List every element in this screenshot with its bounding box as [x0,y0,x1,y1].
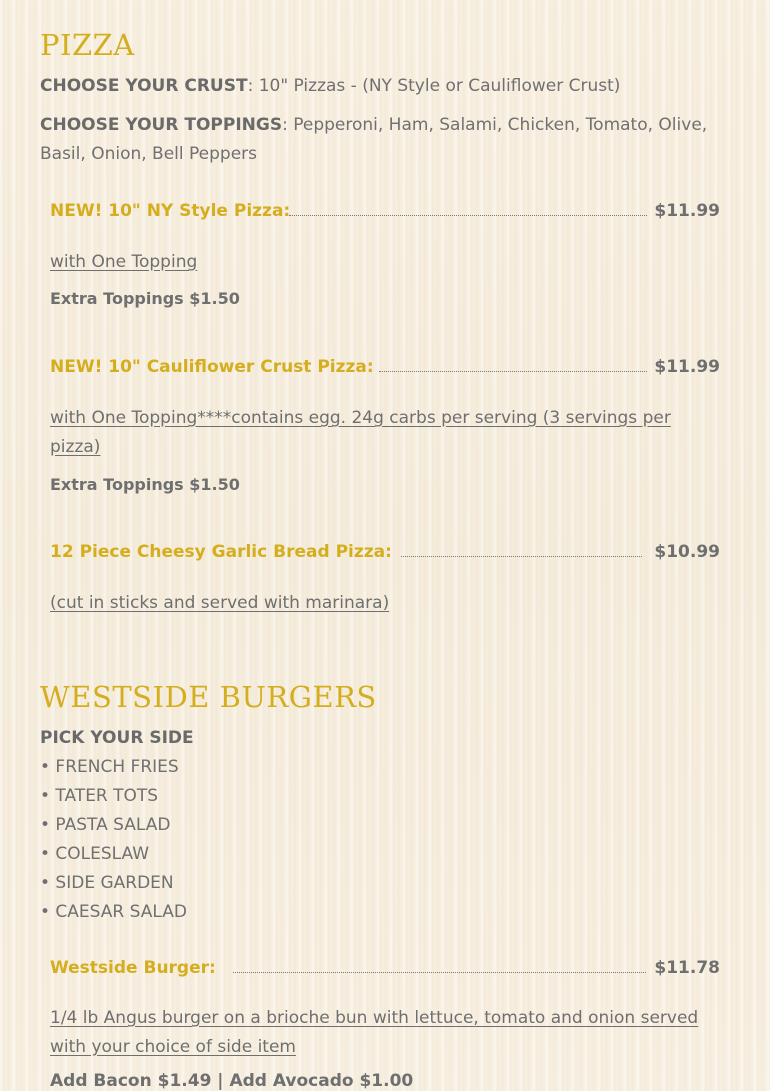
side-option: • PASTA SALAD [40,815,171,835]
toppings-label: CHOOSE YOUR TOPPINGS [40,115,283,135]
side-option: • FRENCH FRIES [40,757,179,777]
sides-list [40,724,194,927]
side-option: • COLESLAW [40,844,150,864]
dotted-leader [401,556,642,557]
burgers-section-title: WESTSIDE BURGERS [40,680,377,714]
menu-item-cauliflower-pizza [50,357,720,387]
item-extra: Extra Toppings $1.50 [50,289,240,308]
item-price: $11.99 [654,201,720,221]
menu-item-garlic-bread-pizza [50,542,720,572]
item-name: NEW! 10" Cauliflower Crust Pizza: [50,357,374,377]
item-description: with One Topping [50,252,198,272]
item-description: with One Topping****contains egg. 24g carbs per serving (3 servings per pizza) [50,408,671,457]
item-name: 12 Piece Cheesy Garlic Bread Pizza: [50,542,392,562]
dotted-leader [379,371,647,372]
item-extra: Extra Toppings $1.50 [50,475,240,494]
item-price: $11.78 [654,958,720,978]
pizza-section-title: PIZZA [40,28,135,62]
dotted-leader [233,972,646,973]
side-option: • SIDE GARDEN [40,873,174,893]
side-option: • CAESAR SALAD [40,902,187,922]
sides-label: PICK YOUR SIDE [40,728,194,748]
item-description: (cut in sticks and served with marinara) [50,593,390,613]
crust-label: CHOOSE YOUR CRUST [40,76,248,96]
item-name: Westside Burger: [50,958,216,978]
item-extra: Add Bacon $1.49 | Add Avocado $1.00 [50,1071,414,1091]
crust-intro [40,72,720,101]
menu-item-westside-burger [50,958,720,988]
item-name: NEW! 10" NY Style Pizza: [50,201,291,221]
item-description: 1/4 lb Angus burger on a brioche bun with lettuce, tomato and onion served with your choice of side item [50,1008,699,1057]
item-price: $10.99 [654,542,720,562]
toppings-text: : Pepperoni, Ham, Salami, Chicken, Tomato, Olive, Basil, Onion, Bell Peppers [40,115,708,164]
dotted-leader [289,215,647,216]
toppings-intro [40,111,720,169]
crust-text: : 10" Pizzas - (NY Style or Cauliflower Crust) [247,76,621,96]
menu-item-ny-pizza [50,201,720,231]
side-option: • TATER TOTS [40,786,159,806]
item-price: $11.99 [654,357,720,377]
